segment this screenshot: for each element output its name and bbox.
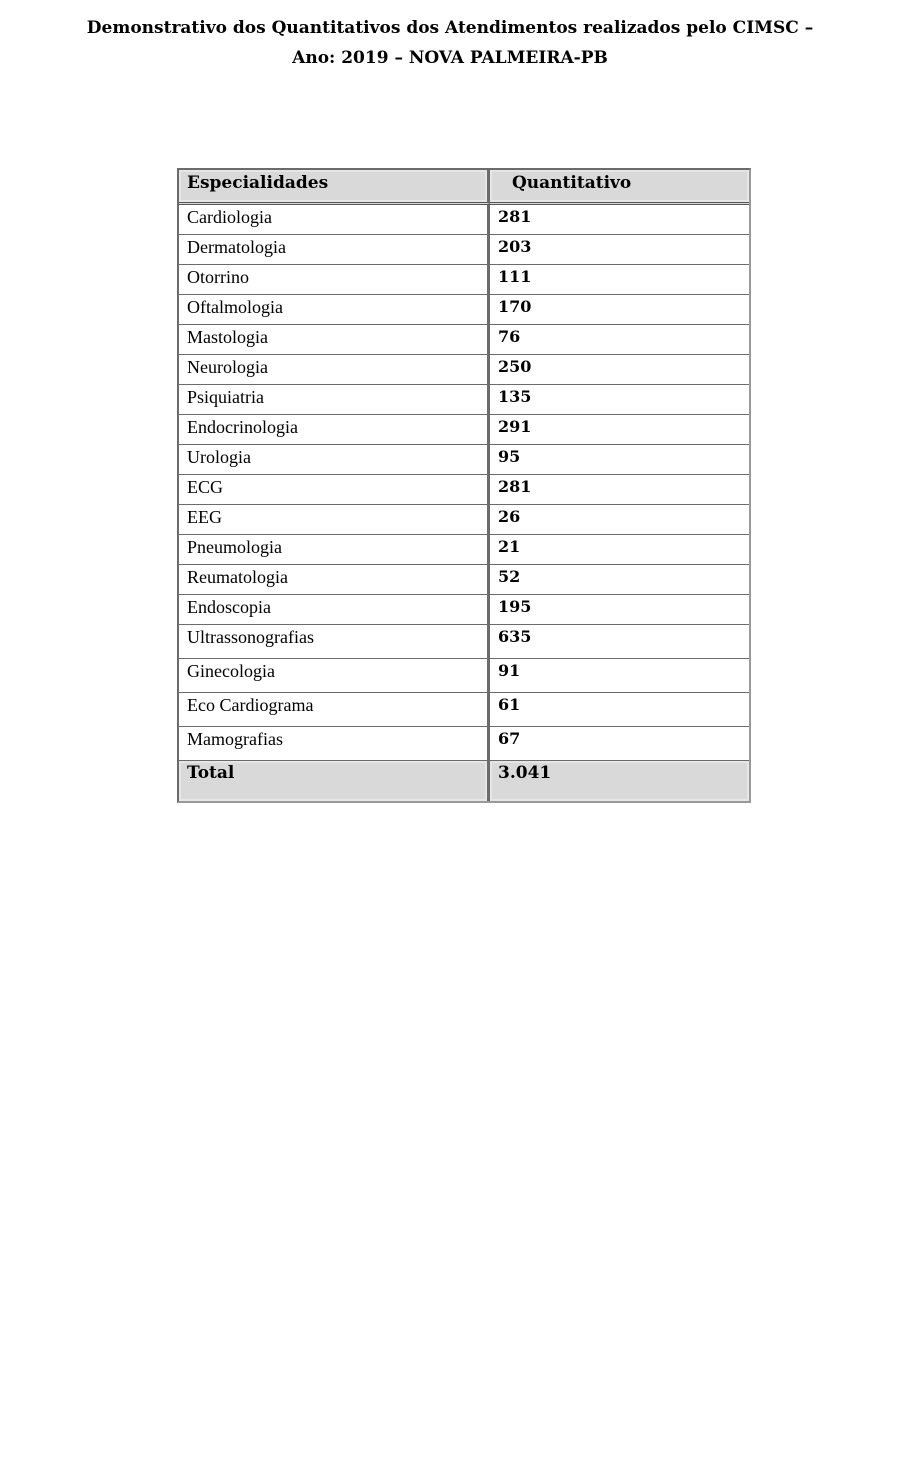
table-row [179, 325, 749, 355]
specialty-quantity: 635 [490, 625, 749, 659]
table-row [179, 693, 749, 727]
table-row [179, 205, 749, 235]
specialty-quantity: 195 [490, 595, 749, 625]
document-title-line-2: Ano: 2019 – NOVA PALMEIRA-PB [292, 48, 608, 68]
specialty-name: Neurologia [179, 355, 490, 385]
specialty-quantity: 76 [490, 325, 749, 355]
specialty-name: Dermatologia [179, 235, 490, 265]
table-row [179, 659, 749, 693]
table-row [179, 505, 749, 535]
specialty-quantity: 170 [490, 295, 749, 325]
total-label: Total [179, 761, 490, 801]
specialty-quantity: 21 [490, 535, 749, 565]
specialty-name: Otorrino [179, 265, 490, 295]
specialty-name: ECG [179, 475, 490, 505]
table-row [179, 475, 749, 505]
specialty-name: EEG [179, 505, 490, 535]
table-total-row [179, 761, 749, 801]
specialty-name: Urologia [179, 445, 490, 475]
specialty-name: Pneumologia [179, 535, 490, 565]
table-row [179, 565, 749, 595]
table-row [179, 595, 749, 625]
specialty-name: Eco Cardiograma [179, 693, 490, 727]
specialty-name: Cardiologia [179, 205, 490, 235]
specialty-quantity: 203 [490, 235, 749, 265]
specialty-name: Psiquiatria [179, 385, 490, 415]
specialty-quantity: 26 [490, 505, 749, 535]
header-quantity: Quantitativo [490, 170, 749, 205]
specialties-table-container [177, 168, 749, 803]
table-row [179, 265, 749, 295]
specialty-name: Ginecologia [179, 659, 490, 693]
specialty-name: Ultrassonografias [179, 625, 490, 659]
specialty-quantity: 281 [490, 205, 749, 235]
specialty-name: Endoscopia [179, 595, 490, 625]
table-row [179, 235, 749, 265]
specialty-quantity: 95 [490, 445, 749, 475]
specialty-name: Mastologia [179, 325, 490, 355]
specialty-name: Endocrinologia [179, 415, 490, 445]
specialty-name: Mamografias [179, 727, 490, 761]
table-row [179, 355, 749, 385]
specialty-quantity: 135 [490, 385, 749, 415]
table-row [179, 535, 749, 565]
specialty-quantity: 291 [490, 415, 749, 445]
table-row [179, 295, 749, 325]
table-header-row [179, 170, 749, 205]
table-row [179, 625, 749, 659]
specialty-quantity: 250 [490, 355, 749, 385]
specialty-quantity: 91 [490, 659, 749, 693]
specialty-name: Reumatologia [179, 565, 490, 595]
specialty-quantity: 52 [490, 565, 749, 595]
table-row [179, 727, 749, 761]
specialty-quantity: 61 [490, 693, 749, 727]
document-title-line-1: Demonstrativo dos Quantitativos dos Atendimentos realizados pelo CIMSC – [86, 18, 814, 38]
table-row [179, 385, 749, 415]
table-row [179, 445, 749, 475]
specialty-quantity: 111 [490, 265, 749, 295]
specialty-quantity: 281 [490, 475, 749, 505]
specialty-name: Oftalmologia [179, 295, 490, 325]
specialty-quantity: 67 [490, 727, 749, 761]
specialties-table [177, 168, 751, 803]
table-row [179, 415, 749, 445]
total-value: 3.041 [490, 761, 749, 801]
header-specialties: Especialidades [179, 170, 490, 205]
